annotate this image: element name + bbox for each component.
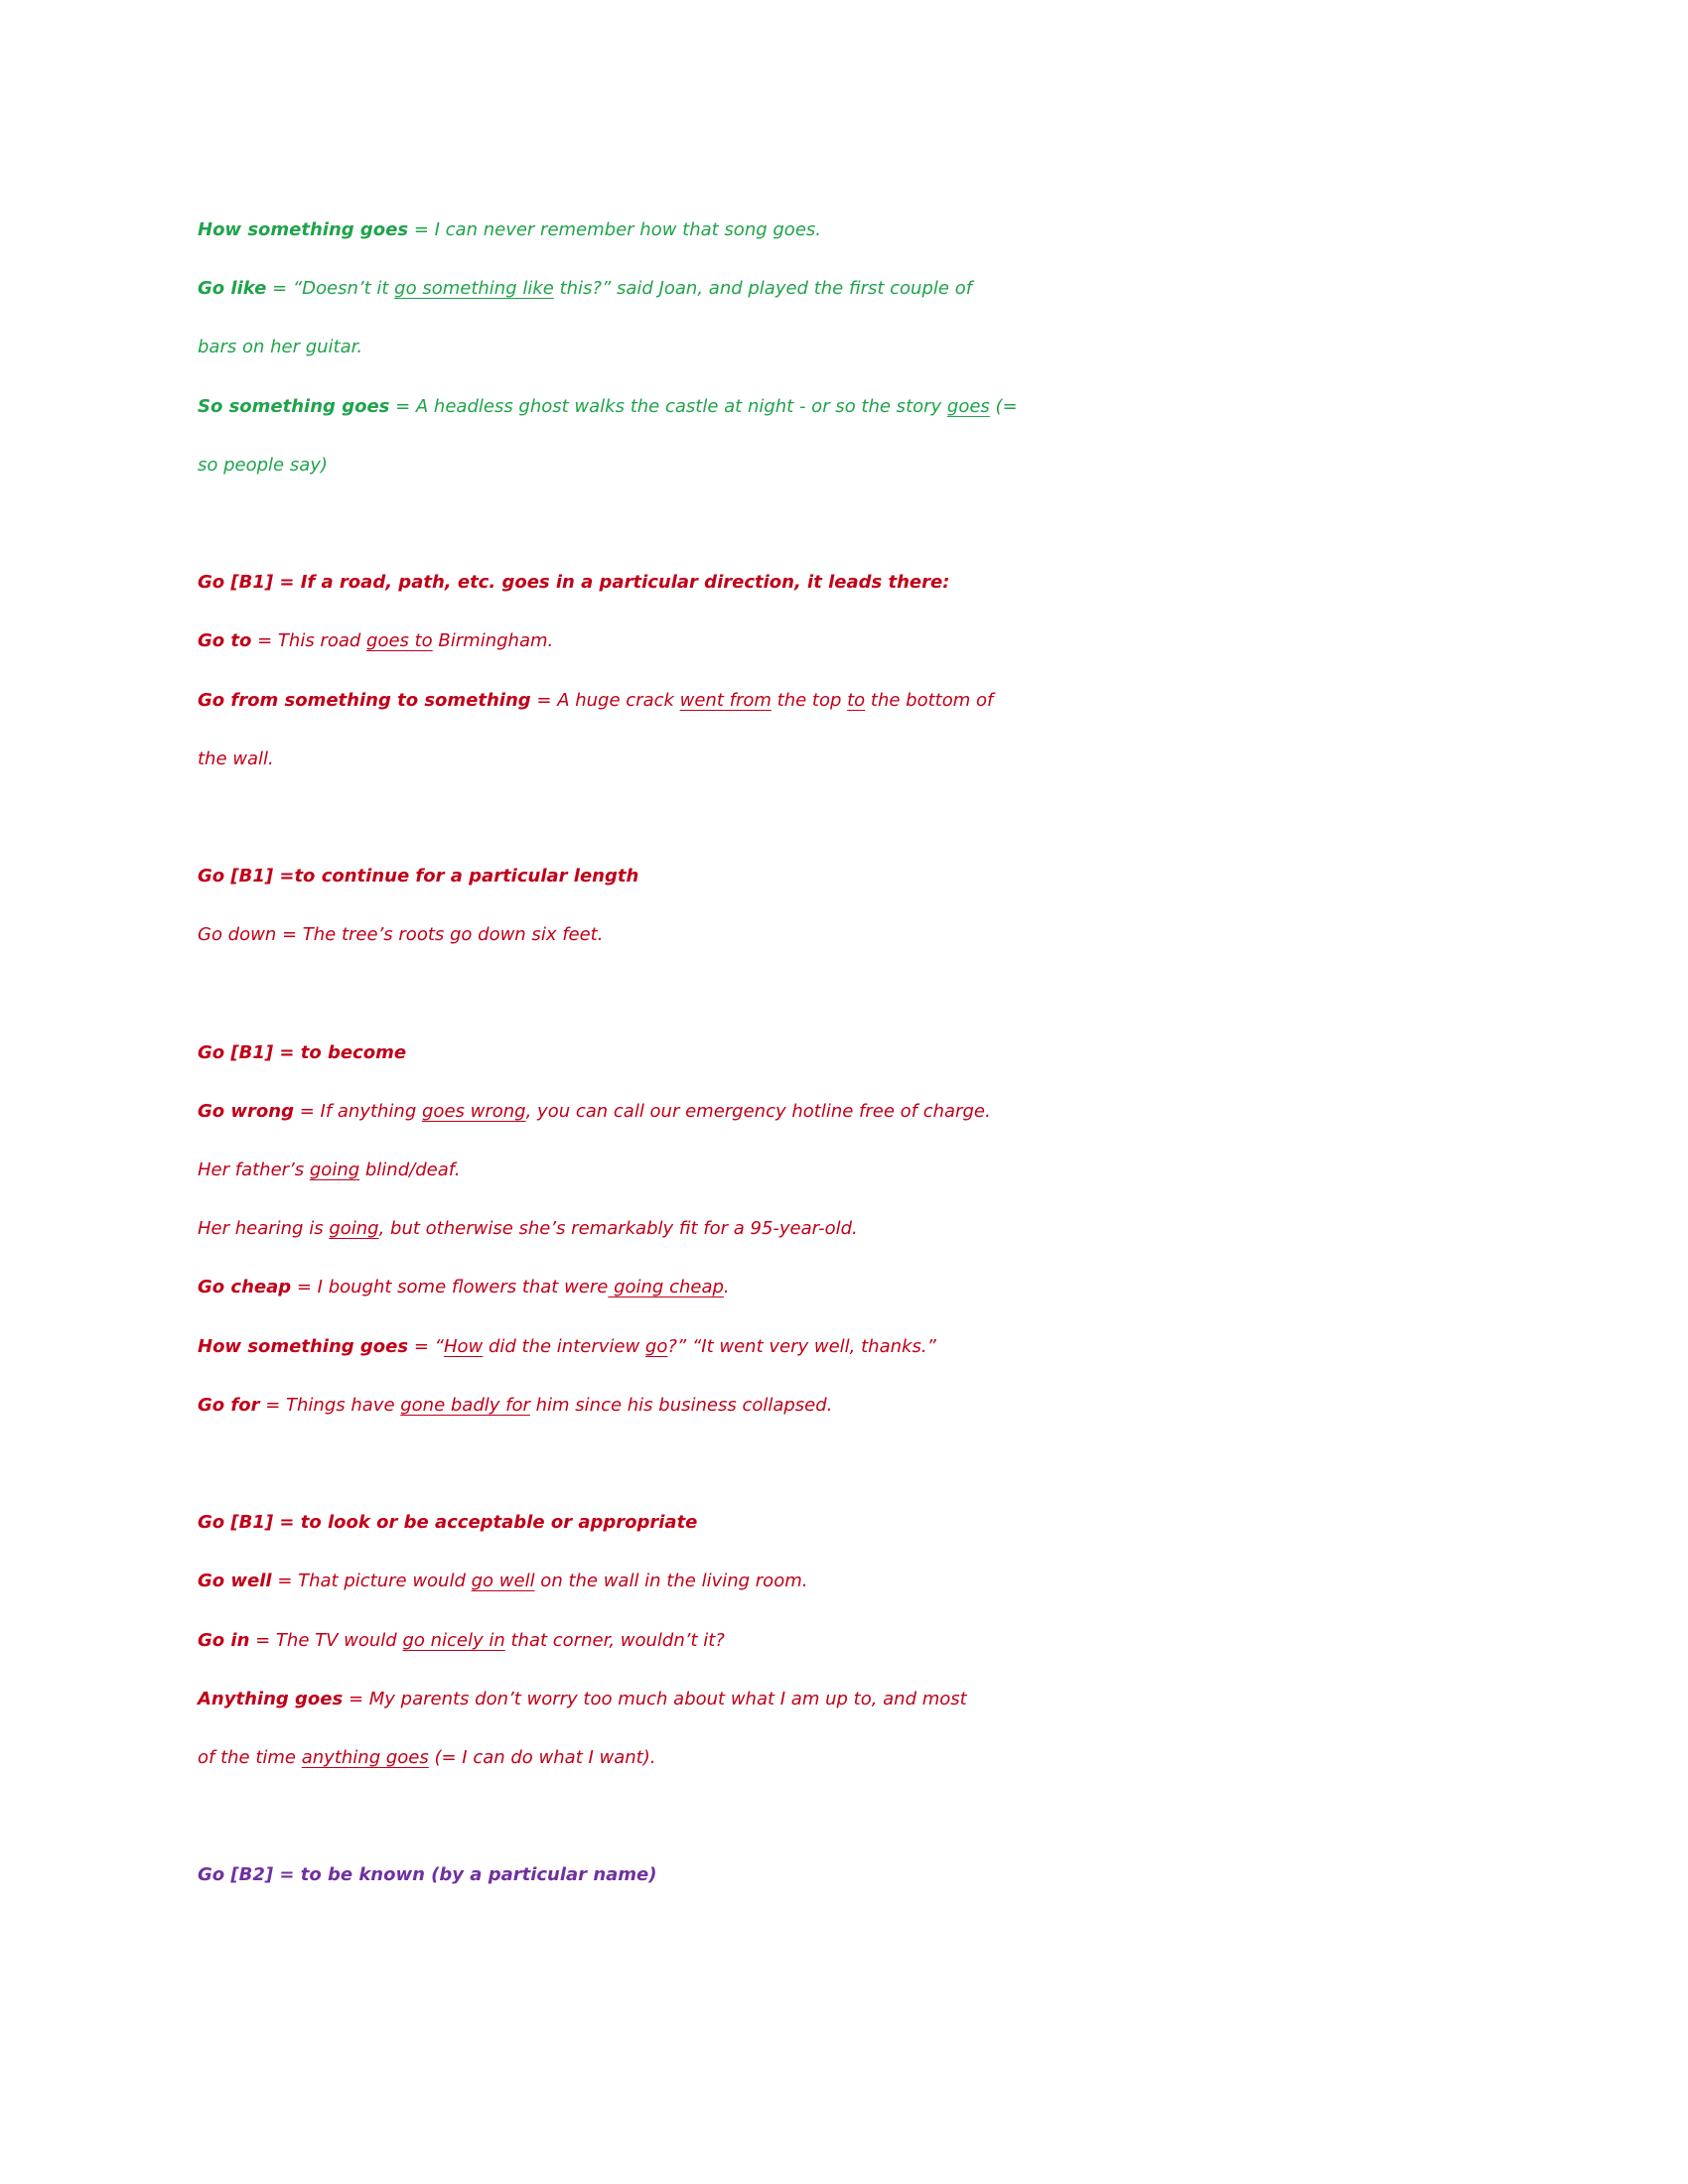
text-line bbox=[198, 905, 1508, 964]
heading-text: Go [B1] = to become bbox=[198, 1041, 407, 1063]
heading-text: Go [B1] = to look or be acceptable or appropriate bbox=[198, 1512, 698, 1534]
section-heading bbox=[198, 1024, 1508, 1082]
phrase-term: Go for bbox=[198, 1394, 260, 1416]
text-run: Birmingham. bbox=[432, 630, 554, 652]
section-go-known bbox=[198, 1845, 1508, 1904]
text-line bbox=[198, 1728, 1508, 1787]
underlined-phrase: going cheap bbox=[608, 1277, 724, 1298]
text-run: so people say) bbox=[198, 454, 328, 476]
heading-text: Go [B1] =to continue for a particular length bbox=[198, 866, 639, 887]
section-go-direction bbox=[198, 553, 1508, 788]
text-run: of the time bbox=[198, 1746, 302, 1768]
text-run: , but otherwise she’s remarkably fit for a 95-year-old. bbox=[378, 1218, 858, 1240]
text-line bbox=[198, 1317, 1508, 1376]
paragraph-gap bbox=[198, 788, 1508, 847]
text-run: = “Doesn’t it bbox=[266, 278, 395, 300]
text-line bbox=[198, 377, 1508, 436]
text-line bbox=[198, 1082, 1508, 1141]
text-run: blind/deaf. bbox=[359, 1160, 461, 1180]
phrase-term: Go cheap bbox=[198, 1277, 292, 1298]
underlined-phrase: gone badly for bbox=[400, 1394, 530, 1416]
underlined-phrase: going bbox=[329, 1218, 379, 1240]
underlined-phrase: goes to bbox=[366, 630, 433, 652]
underlined-phrase: anything goes bbox=[301, 1746, 429, 1768]
paragraph-gap bbox=[198, 1434, 1508, 1493]
underlined-phrase: goes bbox=[946, 395, 990, 417]
text-run: him since his business collapsed. bbox=[529, 1394, 833, 1416]
heading-text: Go [B2] = to be known (by a particular name) bbox=[198, 1864, 657, 1886]
phrase-term: Go from something to something bbox=[198, 689, 531, 711]
text-run: on the wall in the living room. bbox=[534, 1570, 808, 1592]
section-heading bbox=[198, 553, 1508, 612]
text-run: = “ bbox=[408, 1335, 444, 1357]
phrase-term: Anything goes bbox=[198, 1688, 344, 1709]
text-run: (= I can do what I want). bbox=[428, 1746, 656, 1768]
phrase-term: How something goes bbox=[198, 1335, 409, 1357]
text-run: (= bbox=[989, 395, 1018, 417]
underlined-phrase: How bbox=[443, 1335, 484, 1357]
underlined-phrase: go well bbox=[471, 1570, 535, 1592]
text-run: = I bought some flowers that were bbox=[291, 1277, 609, 1298]
text-run: = The TV would bbox=[249, 1629, 403, 1651]
underlined-phrase: to bbox=[847, 689, 866, 711]
phrase-term: Go to bbox=[198, 630, 252, 652]
text-line bbox=[198, 201, 1508, 259]
text-run: did the interview bbox=[483, 1335, 645, 1357]
text-line bbox=[198, 1670, 1508, 1728]
text-run: = Things have bbox=[259, 1394, 401, 1416]
phrase-term: Go like bbox=[198, 278, 267, 300]
text-run: this?” said Joan, and played the first couple of bbox=[553, 278, 973, 300]
text-run: = If anything bbox=[293, 1100, 422, 1122]
text-run: the top bbox=[771, 689, 848, 711]
text-line bbox=[198, 1258, 1508, 1316]
text-run: = I can never remember how that song goes. bbox=[408, 219, 821, 240]
text-run: , you can call our emergency hotline free of charge. bbox=[525, 1100, 991, 1122]
paragraph-gap bbox=[198, 1787, 1508, 1845]
section-heading bbox=[198, 1845, 1508, 1904]
text-line bbox=[198, 436, 1508, 494]
phrase-term: Go wrong bbox=[198, 1100, 294, 1122]
text-run: = This road bbox=[251, 630, 367, 652]
text-run: = My parents don’t worry too much about what I am up to, and most bbox=[343, 1688, 967, 1709]
phrase-term: How something goes bbox=[198, 219, 409, 240]
text-run: bars on her guitar. bbox=[198, 337, 363, 358]
text-line bbox=[198, 671, 1508, 730]
text-line bbox=[198, 1376, 1508, 1434]
section-go-become bbox=[198, 1024, 1508, 1434]
paragraph-gap bbox=[198, 964, 1508, 1023]
phrase-term: Go in bbox=[198, 1629, 250, 1651]
text-line bbox=[198, 730, 1508, 788]
text-run: = A huge crack bbox=[530, 689, 680, 711]
text-run: . bbox=[723, 1277, 730, 1298]
section-go-length bbox=[198, 847, 1508, 964]
text-line bbox=[198, 1552, 1508, 1610]
underlined-phrase: go something like bbox=[394, 278, 554, 300]
text-line bbox=[198, 1141, 1508, 1199]
underlined-phrase: goes wrong bbox=[422, 1100, 526, 1122]
section-go-acceptable bbox=[198, 1493, 1508, 1787]
phrase-term: So something goes bbox=[198, 395, 390, 417]
text-run: ?” “It went very well, thanks.” bbox=[667, 1335, 936, 1357]
text-run: = That picture would bbox=[271, 1570, 472, 1592]
text-run: that corner, wouldn’t it? bbox=[504, 1629, 725, 1651]
document-body bbox=[198, 201, 1508, 1904]
text-line bbox=[198, 259, 1508, 318]
paragraph-gap bbox=[198, 494, 1508, 553]
phrase-term: Go well bbox=[198, 1570, 272, 1592]
text-line bbox=[198, 612, 1508, 670]
section-heading bbox=[198, 847, 1508, 905]
text-run: Go down = The tree’s roots go down six feet. bbox=[198, 924, 604, 946]
text-line bbox=[198, 1199, 1508, 1258]
text-run: the bottom of bbox=[865, 689, 994, 711]
section-how-something-goes bbox=[198, 201, 1508, 494]
section-heading bbox=[198, 1493, 1508, 1552]
underlined-phrase: go bbox=[644, 1335, 668, 1357]
text-line bbox=[198, 1611, 1508, 1670]
underlined-phrase: went from bbox=[679, 689, 772, 711]
text-run: Her father’s bbox=[198, 1160, 310, 1180]
heading-text: Go [B1] = If a road, path, etc. goes in a particular direction, it leads there: bbox=[198, 572, 950, 594]
text-run: = A headless ghost walks the castle at night - or so the story bbox=[389, 395, 947, 417]
text-run: Her hearing is bbox=[198, 1218, 330, 1240]
underlined-phrase: go nicely in bbox=[402, 1629, 505, 1651]
underlined-phrase: going bbox=[309, 1160, 360, 1180]
text-run: the wall. bbox=[198, 748, 274, 769]
text-line bbox=[198, 318, 1508, 376]
